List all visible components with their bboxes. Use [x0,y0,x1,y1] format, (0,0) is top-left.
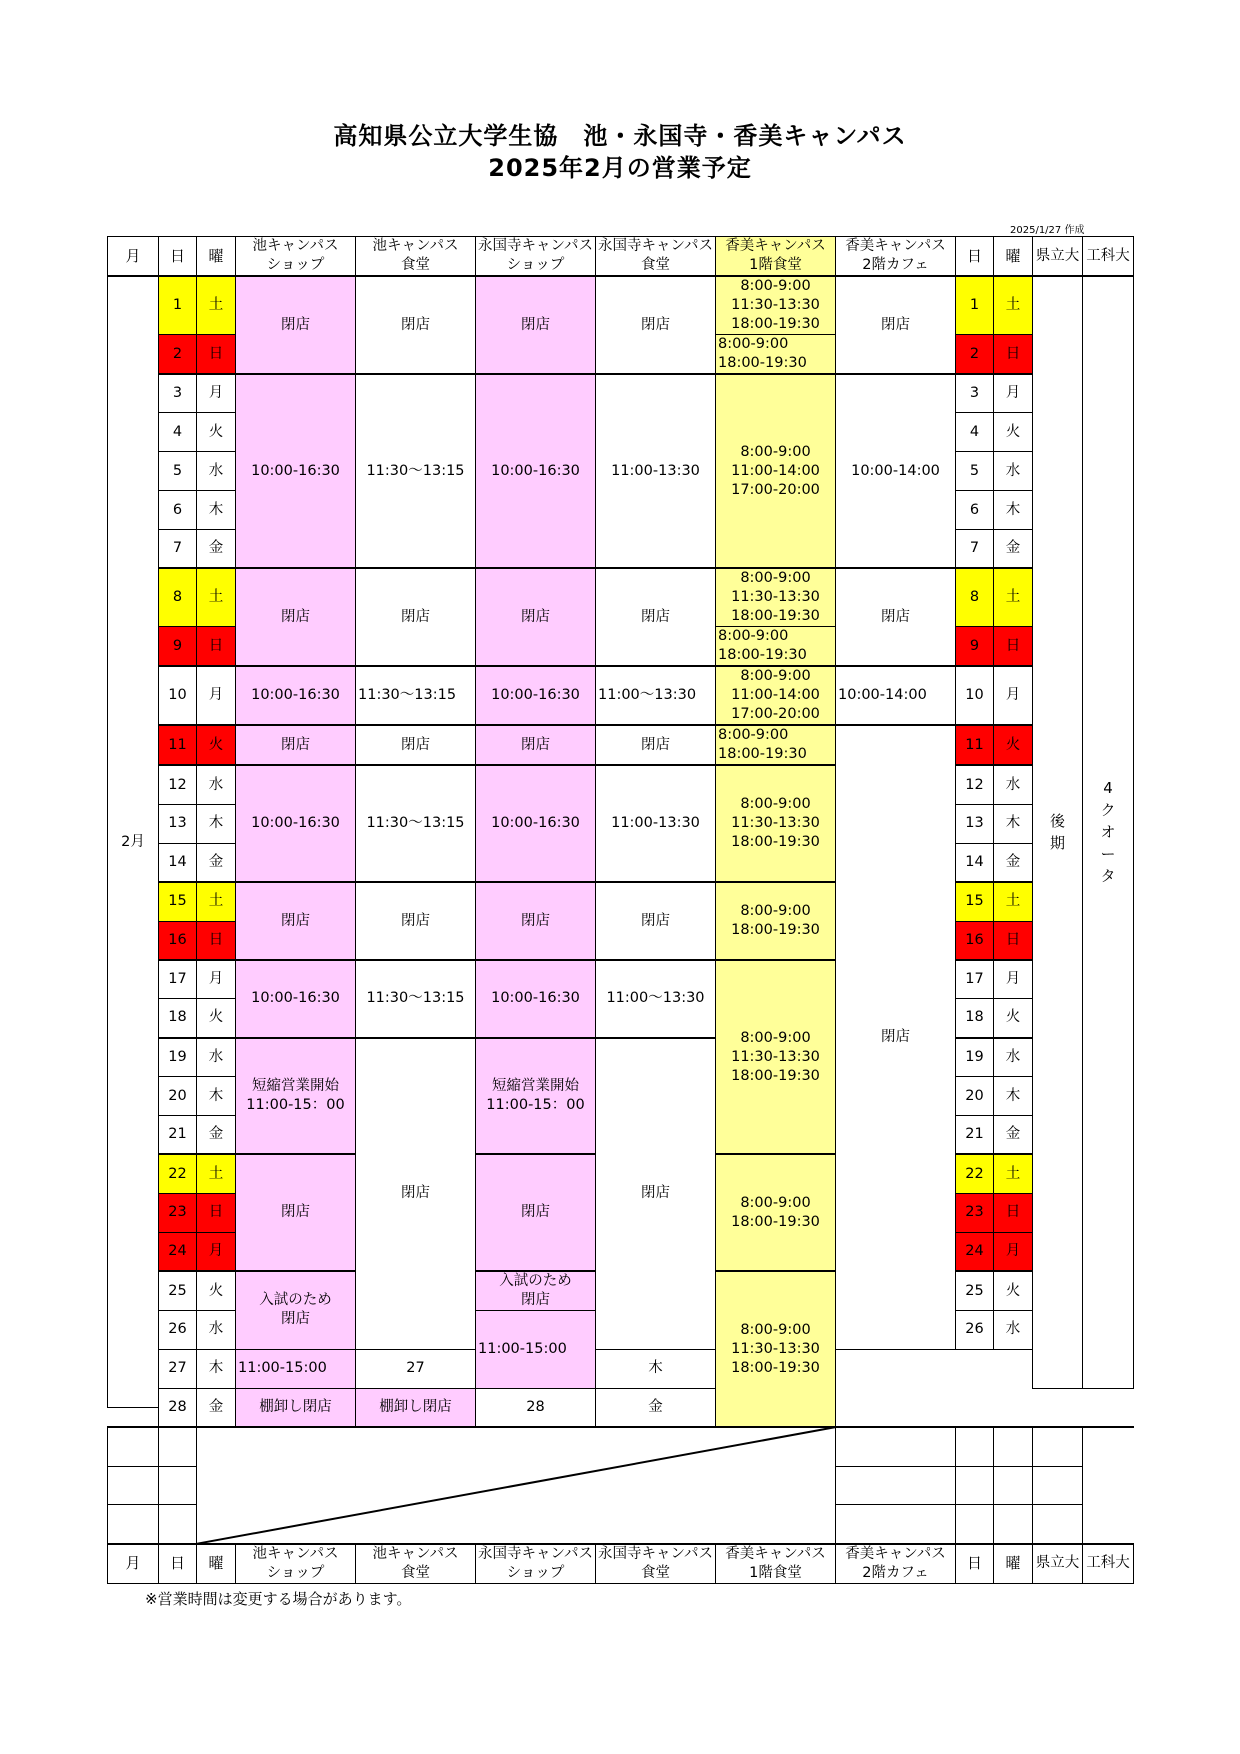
day-cell-right: 27 [356,1349,476,1388]
weekday-cell: 日 [197,1193,236,1232]
day-cell: 18 [159,999,197,1038]
table-row [108,568,1134,627]
ike-shop-cell: 短縮営業開始 11:00-15：00 [236,1038,356,1155]
empty-cell [994,1427,1033,1466]
header-kut: 工科大 [1083,237,1134,277]
footer-kami-cafe: 香美キャンパス 2階カフェ [836,1544,956,1584]
day-cell-right: 17 [956,960,994,999]
weekday-cell: 土 [197,276,236,335]
kami-cafe-cell: 閉店 [836,725,956,1349]
eikokuji-dining-cell: 11:00～13:30 [596,960,716,1038]
footer-kami-dining: 香美キャンパス 1階食堂 [716,1544,836,1584]
weekday-cell-right: 土 [994,1154,1033,1193]
empty-cell [994,1505,1033,1544]
footer-ike-dining: 池キャンパス 食堂 [356,1544,476,1584]
ike-shop-cell: 10:00-16:30 [236,374,356,568]
empty-cell [836,1505,956,1544]
weekday-cell: 金 [197,530,236,569]
table-row [108,1388,1134,1407]
header-eikokuji-dining: 永国寺キャンパス 食堂 [596,237,716,277]
day-cell: 13 [159,804,197,843]
ike-dining-cell: 閉店 [356,276,476,374]
footer-weekday-right: 曜 [994,1544,1033,1584]
weekday-cell: 金 [197,1115,236,1154]
day-cell: 19 [159,1038,197,1077]
day-cell-right: 24 [956,1232,994,1271]
day-cell: 12 [159,765,197,804]
weekday-cell-right: 土 [994,568,1033,627]
day-cell-right: 18 [956,999,994,1038]
eikokuji-shop-cell: 10:00-16:30 [476,960,596,1038]
weekday-cell: 木 [197,1077,236,1116]
day-cell-right: 22 [956,1154,994,1193]
day-cell: 26 [159,1311,197,1350]
day-cell: 8 [159,568,197,627]
footer-eikokuji-shop: 永国寺キャンパス ショップ [476,1544,596,1584]
kami-cafe-cell: 閉店 [836,568,956,666]
footer-kut: 工科大 [1083,1544,1134,1584]
ike-shop-cell: 閉店 [236,276,356,374]
term-prefectural: 後 期 [1033,276,1083,1388]
eikokuji-shop-cell: 閉店 [476,1154,596,1271]
weekday-cell-right: 水 [994,765,1033,804]
table-footer [108,1544,1134,1584]
footer-day-right: 日 [956,1544,994,1584]
day-cell-right: 16 [956,921,994,960]
day-cell: 21 [159,1115,197,1154]
day-cell: 25 [159,1271,197,1311]
day-cell-right: 13 [956,804,994,843]
footer-eikokuji-dining: 永国寺キャンパス 食堂 [596,1544,716,1584]
eikokuji-shop-cell: 11:00-15:00 [476,1311,596,1389]
weekday-cell-right: 金 [596,1388,716,1427]
kami-dining-cell: 8:00-9:00 18:00-19:30 [716,627,836,667]
kami-dining-cell: 8:00-9:00 18:00-19:30 [716,335,836,375]
weekday-cell-right: 金 [994,843,1033,882]
eikokuji-dining-cell: 閉店 [596,568,716,666]
weekday-cell-right: 土 [994,276,1033,335]
empty-cell [108,1466,159,1505]
header-day: 日 [159,237,197,277]
ike-shop-cell: 閉店 [236,568,356,666]
weekday-cell-right: 日 [994,1193,1033,1232]
weekday-cell: 水 [197,1038,236,1077]
ike-shop-cell: 棚卸し閉店 [236,1388,356,1427]
kami-cafe-cell: 10:00-14:00 [836,666,956,725]
kami-cafe-cell: 閉店 [836,276,956,374]
day-cell: 15 [159,882,197,921]
kami-dining-cell: 8:00-9:00 11:00-14:00 17:00-20:00 [716,374,836,568]
day-cell-right: 25 [956,1271,994,1311]
ike-shop-cell: 閉店 [236,1154,356,1271]
empty-cell [956,1427,994,1466]
kami-dining-cell: 8:00-9:00 11:30-13:30 18:00-19:30 [716,1271,836,1427]
empty-cell [1033,1466,1083,1505]
page-title: 高知県公立大学生協 池・永国寺・香美キャンパス [333,122,907,150]
kami-dining-cell: 8:00-9:00 11:00-14:00 17:00-20:00 [716,666,836,725]
kami-dining-cell: 8:00-9:00 11:30-13:30 18:00-19:30 [716,568,836,627]
day-cell: 6 [159,491,197,530]
header-weekday-right: 曜 [994,237,1033,277]
day-cell-right: 15 [956,882,994,921]
weekday-cell-right: 火 [994,725,1033,765]
term-kut: 4 ク オ ー タ [1083,276,1134,1388]
table-row [108,960,1134,999]
weekday-cell-right: 月 [994,960,1033,999]
weekday-cell: 火 [197,999,236,1038]
eikokuji-dining-cell: 閉店 [596,725,716,765]
kami-cafe-cell: 10:00-14:00 [836,374,956,568]
eikokuji-shop-cell: 10:00-16:30 [476,765,596,882]
day-cell-right: 12 [956,765,994,804]
empty-cell [956,1505,994,1544]
empty-cell [1033,1505,1083,1544]
day-cell: 7 [159,530,197,569]
eikokuji-shop-cell: 10:00-16:30 [476,374,596,568]
empty-cell [994,1466,1033,1505]
empty-row [108,1427,1134,1466]
weekday-cell-right: 水 [994,452,1033,491]
ike-dining-cell: 閉店 [356,1038,476,1350]
kami-dining-cell: 8:00-9:00 18:00-19:30 [716,1154,836,1271]
weekday-cell: 金 [197,843,236,882]
day-cell-right: 4 [956,413,994,452]
eikokuji-dining-cell: 閉店 [596,1038,716,1350]
weekday-cell: 木 [197,1349,236,1388]
table-row [108,1038,1134,1077]
eikokuji-shop-cell: 閉店 [476,568,596,666]
ike-shop-cell: 11:00-15:00 [236,1349,356,1388]
ike-shop-cell: 閉店 [236,725,356,765]
day-cell: 14 [159,843,197,882]
table-header [108,237,1134,277]
day-cell-right: 2 [956,335,994,375]
day-cell: 16 [159,921,197,960]
weekday-cell: 土 [197,1154,236,1193]
weekday-cell: 月 [197,666,236,725]
schedule-table [107,236,1134,1584]
weekday-cell: 火 [197,725,236,765]
weekday-cell: 火 [197,413,236,452]
ike-dining-cell: 11:30～13:15 [356,960,476,1038]
footer-month: 月 [108,1544,159,1584]
day-cell: 27 [159,1349,197,1388]
weekday-cell-right: 木 [596,1349,716,1388]
empty-cell [836,1427,956,1466]
ike-shop-cell: 10:00-16:30 [236,765,356,882]
weekday-cell-right: 月 [994,1232,1033,1271]
weekday-cell: 日 [197,627,236,667]
eikokuji-dining-cell: 閉店 [596,276,716,374]
header-eikokuji-shop: 永国寺キャンパス ショップ [476,237,596,277]
weekday-cell-right: 水 [994,1311,1033,1350]
table-row [108,765,1134,804]
day-cell-right: 8 [956,568,994,627]
day-cell: 1 [159,276,197,335]
ike-dining-cell: 閉店 [356,725,476,765]
day-cell: 28 [159,1388,197,1427]
day-cell-right: 19 [956,1038,994,1077]
footer-weekday: 曜 [197,1544,236,1584]
footnote: ※営業時間は変更する場合があります。 [145,1589,412,1608]
day-cell-right: 28 [476,1388,596,1427]
footer-prefectural: 県立大 [1033,1544,1083,1584]
header-kami-dining: 香美キャンパス 1階食堂 [716,237,836,277]
weekday-cell: 木 [197,804,236,843]
weekday-cell: 火 [197,1271,236,1311]
ike-shop-cell: 入試のため 閉店 [236,1271,356,1349]
weekday-cell-right: 木 [994,804,1033,843]
day-cell: 23 [159,1193,197,1232]
empty-cell [159,1505,197,1544]
ike-dining-cell: 閉店 [356,882,476,960]
kami-dining-cell: 8:00-9:00 11:30-13:30 18:00-19:30 [716,765,836,882]
ike-shop-cell: 10:00-16:30 [236,960,356,1038]
kami-dining-cell: 8:00-9:00 11:30-13:30 18:00-19:30 [716,276,836,335]
day-cell: 22 [159,1154,197,1193]
empty-cell [108,1427,159,1466]
empty-cell [159,1427,197,1466]
day-cell-right: 9 [956,627,994,667]
day-cell-right: 21 [956,1115,994,1154]
ike-dining-cell: 11:30～13:15 [356,374,476,568]
empty-cell [836,1466,956,1505]
eikokuji-shop-cell: 棚卸し閉店 [356,1388,476,1427]
day-cell-right: 14 [956,843,994,882]
weekday-cell: 月 [197,374,236,413]
weekday-cell: 月 [197,960,236,999]
weekday-cell: 月 [197,1232,236,1271]
empty-cell [159,1466,197,1505]
header-prefectural: 県立大 [1033,237,1083,277]
header-kami-cafe: 香美キャンパス 2階カフェ [836,237,956,277]
footer-ike-shop: 池キャンパス ショップ [236,1544,356,1584]
weekday-cell-right: 月 [994,666,1033,725]
table-row [108,276,1134,335]
weekday-cell-right: 火 [994,999,1033,1038]
weekday-cell-right: 木 [994,1077,1033,1116]
header-weekday: 曜 [197,237,236,277]
footer-day: 日 [159,1544,197,1584]
weekday-cell-right: 水 [994,1038,1033,1077]
day-cell-right: 1 [956,276,994,335]
day-cell: 17 [159,960,197,999]
day-cell: 20 [159,1077,197,1116]
eikokuji-shop-cell: 閉店 [476,276,596,374]
kami-dining-cell: 8:00-9:00 18:00-19:30 [716,725,836,765]
weekday-cell-right: 火 [994,1271,1033,1311]
day-cell: 2 [159,335,197,375]
empty-cell [956,1466,994,1505]
table-row [108,882,1134,921]
day-cell-right: 23 [956,1193,994,1232]
weekday-cell-right: 日 [994,335,1033,375]
day-cell: 11 [159,725,197,765]
eikokuji-dining-cell: 11:00-13:30 [596,765,716,882]
ike-shop-cell: 閉店 [236,882,356,960]
ike-shop-cell: 10:00-16:30 [236,666,356,725]
day-cell: 24 [159,1232,197,1271]
header-ike-dining: 池キャンパス 食堂 [356,237,476,277]
weekday-cell-right: 金 [994,1115,1033,1154]
header-month: 月 [108,237,159,277]
weekday-cell: 木 [197,491,236,530]
day-cell-right: 26 [956,1311,994,1350]
month-cell: 2月 [108,276,159,1408]
weekday-cell-right: 月 [994,374,1033,413]
weekday-cell: 金 [197,1388,236,1427]
day-cell-right: 3 [956,374,994,413]
eikokuji-dining-cell: 11:00-13:30 [596,374,716,568]
day-cell: 3 [159,374,197,413]
weekday-cell: 水 [197,1311,236,1350]
day-cell-right: 7 [956,530,994,569]
empty-cell [108,1505,159,1544]
weekday-cell: 日 [197,921,236,960]
kami-dining-cell: 8:00-9:00 18:00-19:30 [716,882,836,960]
page-subtitle: 2025年2月の営業予定 [488,154,752,182]
weekday-cell-right: 土 [994,882,1033,921]
weekday-cell-right: 金 [994,530,1033,569]
weekday-cell-right: 木 [994,491,1033,530]
eikokuji-shop-cell: 10:00-16:30 [476,666,596,725]
ike-dining-cell: 11:30～13:15 [356,666,476,725]
table-row [108,1349,1134,1368]
weekday-cell-right: 火 [994,413,1033,452]
day-cell-right: 6 [956,491,994,530]
weekday-cell-right: 日 [994,627,1033,667]
day-cell: 9 [159,627,197,667]
eikokuji-shop-cell: 短縮営業開始 11:00-15：00 [476,1038,596,1155]
weekday-cell: 水 [197,765,236,804]
table-row [108,725,1134,765]
eikokuji-shop-cell: 閉店 [476,882,596,960]
weekday-cell: 水 [197,452,236,491]
header-ike-shop: 池キャンパス ショップ [236,237,356,277]
day-cell: 5 [159,452,197,491]
weekday-cell: 日 [197,335,236,375]
eikokuji-dining-cell: 11:00～13:30 [596,666,716,725]
eikokuji-shop-cell: 入試のため 閉店 [476,1271,596,1311]
header-day-right: 日 [956,237,994,277]
table-row [108,374,1134,413]
kami-dining-cell: 8:00-9:00 11:30-13:30 18:00-19:30 [716,960,836,1154]
eikokuji-dining-cell: 閉店 [596,882,716,960]
weekday-cell: 土 [197,568,236,627]
unused-area [197,1427,836,1544]
weekday-cell: 土 [197,882,236,921]
table-row [108,666,1134,725]
ike-dining-cell: 閉店 [356,568,476,666]
day-cell: 4 [159,413,197,452]
created-date: 2025/1/27 作成 [1010,225,1085,236]
day-cell-right: 10 [956,666,994,725]
ike-dining-cell: 11:30～13:15 [356,765,476,882]
day-cell: 10 [159,666,197,725]
day-cell-right: 11 [956,725,994,765]
empty-cell [1033,1427,1083,1466]
weekday-cell-right: 日 [994,921,1033,960]
day-cell-right: 5 [956,452,994,491]
day-cell-right: 20 [956,1077,994,1116]
eikokuji-shop-cell: 閉店 [476,725,596,765]
